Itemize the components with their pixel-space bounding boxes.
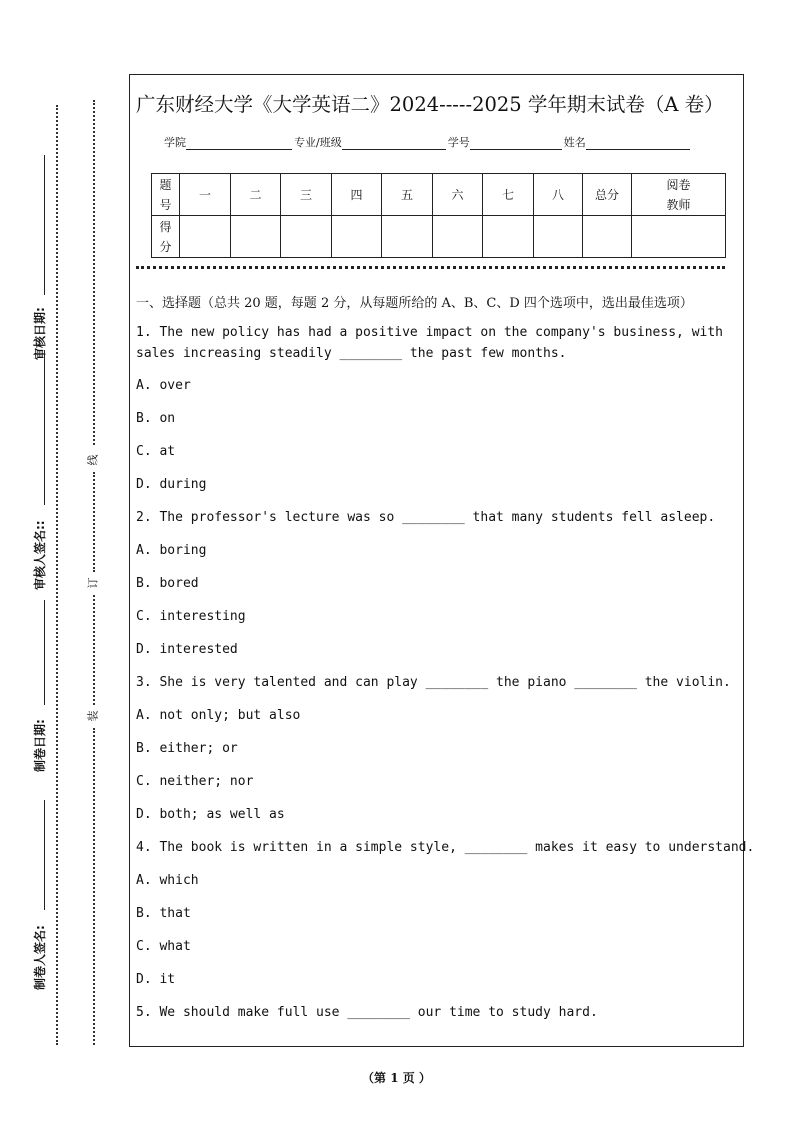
score-cell[interactable] (583, 216, 632, 258)
college-field[interactable] (186, 137, 292, 150)
option: B. on (136, 411, 176, 426)
score-cell[interactable] (534, 216, 583, 258)
option: A. which (136, 873, 199, 888)
question-stem: 5. We should make full use ________ our time to study hard. (136, 1005, 598, 1020)
score-cell[interactable] (180, 216, 231, 258)
section-title: 一、选择题（总共 20 题，每题 2 分，从每题所给的 A、B、C、D 四个选项中，选出最佳选项） (136, 296, 693, 311)
student-id-label: 学号 (447, 136, 470, 149)
score-header-cell: 五 (382, 174, 433, 216)
option: C. at (136, 444, 176, 459)
major-class-field[interactable] (342, 137, 446, 150)
option: C. interesting (136, 609, 246, 624)
exam-title: 广东财经大学《大学英语二》2024-----2025 学年期末试卷（A 卷） (136, 93, 724, 116)
option: C. what (136, 939, 191, 954)
score-header-cell: 二 (231, 174, 281, 216)
option: B. bored (136, 576, 199, 591)
question-stem: 2. The professor's lecture was so ________ that many students fell asleep. (136, 510, 716, 525)
score-cell[interactable] (433, 216, 483, 258)
seal-char-order: 订 (86, 577, 100, 589)
seal-char-bind: 装 (86, 710, 100, 722)
question-stem: 1. The new policy has had a positive impact on the company's business, with sales increasing steadily ________ the past few months. (136, 325, 723, 361)
binding-dotted-line-left (56, 105, 58, 1045)
score-header-cell: 阅卷 教师 (632, 174, 726, 216)
binding-dotted-line-right-3 (93, 595, 95, 705)
reviewer-signature-line (44, 350, 45, 505)
review-date-line (44, 155, 45, 295)
name-field[interactable] (586, 137, 690, 150)
score-cell[interactable] (332, 216, 382, 258)
score-header-cell: 三 (281, 174, 332, 216)
option: D. it (136, 972, 176, 987)
score-table-header-row (152, 174, 726, 216)
score-table (151, 173, 726, 258)
question-section (136, 293, 755, 1037)
option: D. both; as well as (136, 807, 285, 822)
reviewer-signature-label: 审核人签名:: (33, 520, 47, 590)
score-cell[interactable] (382, 216, 433, 258)
option: A. not only; but also (136, 708, 301, 723)
score-cell[interactable] (632, 216, 726, 258)
option: B. either; or (136, 741, 238, 756)
score-header-cell: 题 号 (152, 174, 180, 216)
score-header-cell: 六 (433, 174, 483, 216)
name-label: 姓名 (563, 136, 586, 149)
student-info-row (164, 134, 692, 150)
seal-char-line: 线 (86, 454, 100, 466)
score-table-score-row (152, 216, 726, 258)
page-number: （第 1 页 ） (362, 1071, 431, 1085)
dotted-separator (136, 266, 725, 269)
option: A. over (136, 378, 191, 393)
make-date-label: 制卷日期: (33, 719, 47, 772)
major-class-label: 专业/班级 (294, 136, 342, 149)
binding-dotted-line-right-1 (93, 100, 95, 445)
score-cell[interactable] (231, 216, 281, 258)
review-date-label: 审核日期: (33, 307, 47, 360)
score-cell[interactable] (281, 216, 332, 258)
option: D. during (136, 477, 207, 492)
score-row-label: 得 分 (152, 216, 180, 258)
question-stem: 4. The book is written in a simple style, ________ makes it easy to understand. (136, 840, 755, 855)
option: B. that (136, 906, 191, 921)
score-header-cell: 四 (332, 174, 382, 216)
option: A. boring (136, 543, 207, 558)
question-stem: 3. She is very talented and can play ________ the piano ________ the violin. (136, 675, 731, 690)
make-date-line (44, 600, 45, 705)
college-label: 学院 (164, 136, 186, 149)
student-id-field[interactable] (470, 137, 562, 150)
maker-signature-label: 制卷人签名: (33, 925, 47, 990)
score-header-cell: 八 (534, 174, 583, 216)
binding-dotted-line-right-4 (93, 728, 95, 1045)
binding-dotted-line-right-2 (93, 472, 95, 572)
score-cell[interactable] (483, 216, 534, 258)
maker-signature-line (44, 800, 45, 910)
score-header-cell: 七 (483, 174, 534, 216)
exam-frame (129, 74, 755, 1047)
score-header-cell: 一 (180, 174, 231, 216)
score-header-cell: 总分 (583, 174, 632, 216)
option: C. neither; nor (136, 774, 254, 789)
option: D. interested (136, 642, 238, 657)
